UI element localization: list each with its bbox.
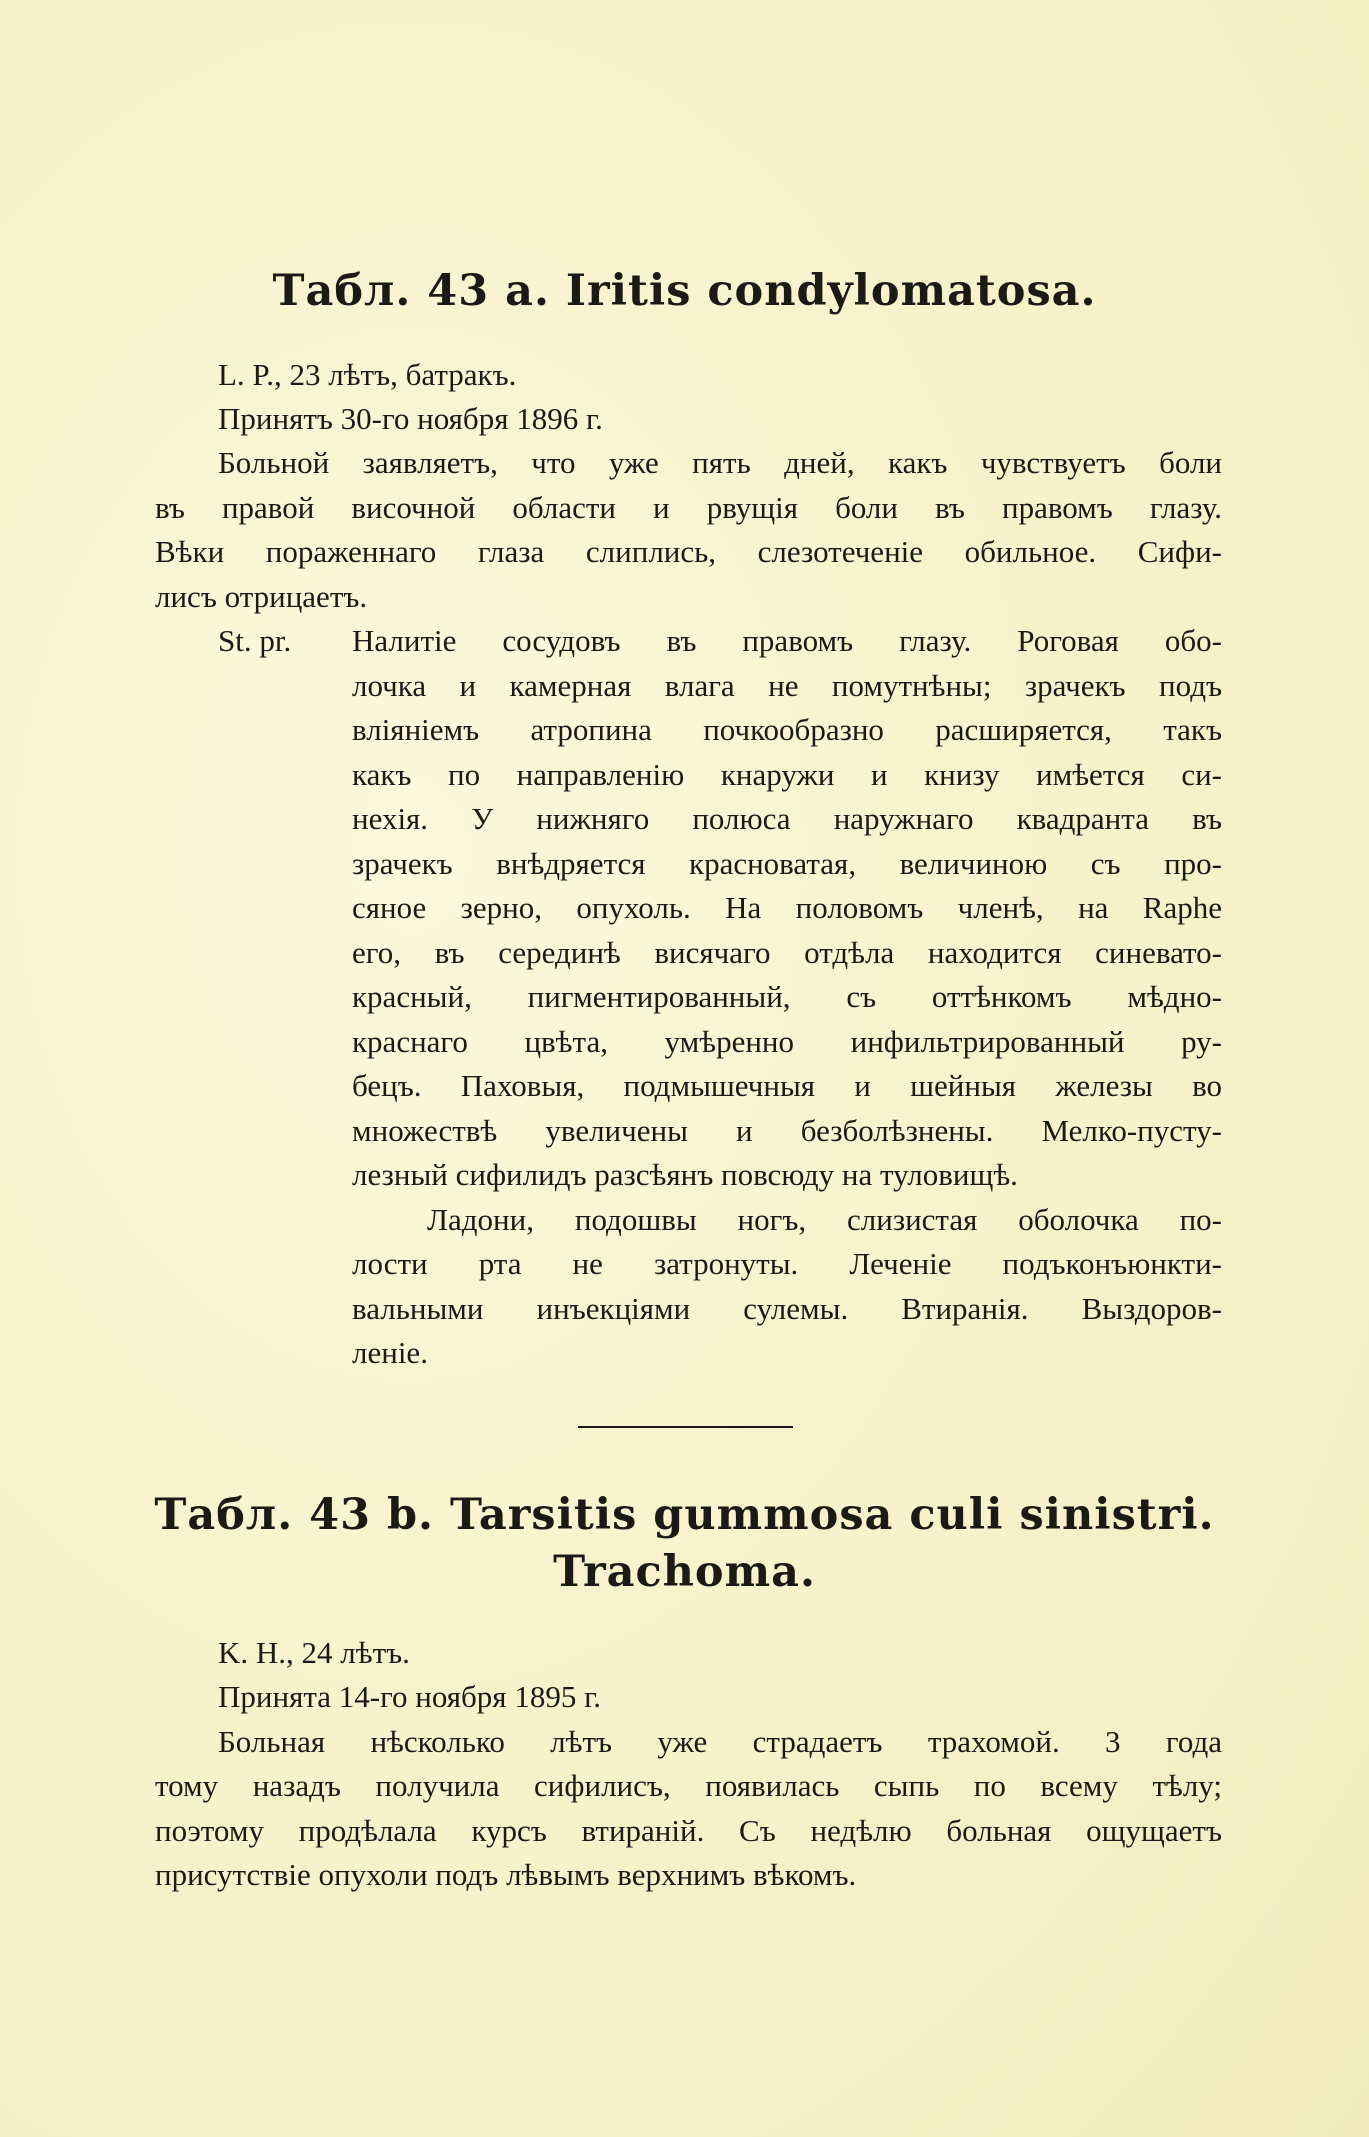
section-divider xyxy=(578,1426,793,1428)
status-line: множествѣ увеличены и безболѣзнены. Мелко-пусту- xyxy=(352,1113,1222,1148)
status-line: зрачекъ внѣдряется красноватая, величиною съ про- xyxy=(352,846,1222,881)
section-b-history-line: поэтому продѣлала курсъ втираній. Съ недѣлю больная ощущаетъ xyxy=(155,1813,1222,1848)
status-line: бецъ. Паховыя, подмышечныя и шейныя железы во xyxy=(352,1068,1222,1103)
section-a-complaint-line: Вѣки пораженнаго глаза слиплись, слезотеченіе обильное. Сифи- xyxy=(155,534,1222,569)
status-line: лезный сифилидъ разсѣянъ повсюду на туловищѣ. xyxy=(352,1157,1018,1192)
section-a-admitted: Принятъ 30-го ноября 1896 г. xyxy=(218,401,603,436)
status-line: его, въ серединѣ висячаго отдѣла находится синевато- xyxy=(352,935,1222,970)
section-b-history-line: присутствіе опухоли подъ лѣвымъ верхнимъ вѣкомъ. xyxy=(155,1857,857,1892)
status-line: Ладони, подошвы ногъ, слизистая оболочка по- xyxy=(427,1202,1222,1237)
status-line: вальными инъекціями сулемы. Втиранія. Выздоров- xyxy=(352,1291,1222,1326)
section-b-history-line: Больная нѣсколько лѣтъ уже страдаетъ трахомой. 3 года xyxy=(218,1724,1222,1759)
status-line: какъ по направленію кнаружи и книзу имѣется си- xyxy=(352,757,1222,792)
section-b-patient: K. H., 24 лѣтъ. xyxy=(218,1635,410,1670)
section-b-title: Табл. 43 b. Tarsitis gummosa culi sinistri. xyxy=(154,1490,1215,1540)
status-line: лости рта не затронуты. Леченіе подъконъюнкти- xyxy=(352,1246,1222,1281)
status-line: сяное зерно, опухоль. На половомъ членѣ, на Raphe xyxy=(352,890,1222,925)
status-line: краснаго цвѣта, умѣренно инфильтрированный ру- xyxy=(352,1024,1222,1059)
section-b-title-line2: Trachoma. xyxy=(553,1547,816,1597)
status-line: леніе. xyxy=(352,1335,428,1370)
section-a-title: Табл. 43 a. Iritis condylomatosa. xyxy=(272,266,1097,316)
status-line: красный, пигментированный, съ оттѣнкомъ мѣдно- xyxy=(352,979,1222,1014)
status-praesens-label: St. pr. xyxy=(218,623,292,658)
section-a-complaint-line: лисъ отрицаетъ. xyxy=(155,579,368,614)
section-b-history-line: тому назадъ получила сифилисъ, появилась сыпь по всему тѣлу; xyxy=(155,1768,1222,1803)
section-a-patient: L. P., 23 лѣтъ, батракъ. xyxy=(218,357,517,392)
status-line: лочка и камерная влага не помутнѣны; зрачекъ подъ xyxy=(352,668,1222,703)
section-a-complaint-line: въ правой височной области и рвущія боли въ правомъ глазу. xyxy=(155,490,1222,525)
status-line: нехія. У нижняго полюса наружнаго квадранта въ xyxy=(352,801,1222,836)
status-line: Налитіе сосудовъ въ правомъ глазу. Роговая обо- xyxy=(352,623,1222,658)
status-line: вліяніемъ атропина почкообразно расширяется, такъ xyxy=(352,712,1222,747)
section-a-complaint-line: Больной заявляетъ, что уже пять дней, какъ чувствуетъ боли xyxy=(218,445,1222,480)
section-b-admitted: Принята 14-го ноября 1895 г. xyxy=(218,1679,602,1714)
